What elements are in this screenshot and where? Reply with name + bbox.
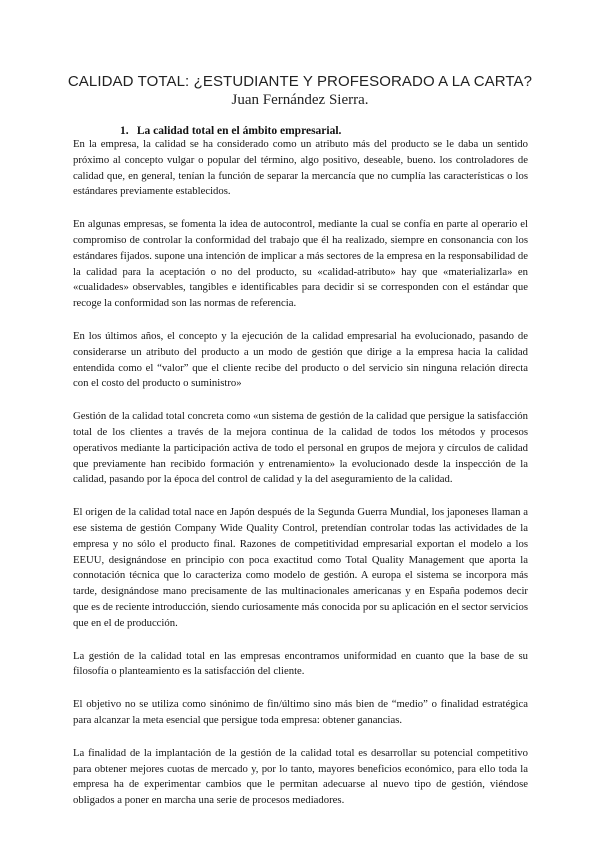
- paragraph-8: La finalidad de la implantación de la gestión de la calidad total es desarrollar su potencial competitivo para obtener mejores cuotas de mercado y, por lo tanto, mayores beneficios económico, para ello toda la empresa ha de experimentar cambios que le permitan adecuarse al nuevo tipo de gestión, viéndose obligados a poner en marcha una serie de procesos mediadores.: [73, 746, 528, 807]
- section-heading-text: La calidad total en el ámbito empresarial.: [136, 125, 342, 137]
- paragraph-5: El origen de la calidad total nace en Japón después de la Segunda Guerra Mundial, los japoneses llaman a ese sistema de gestión Company Wide Quality Control, pretendían controlar todas las actividades de la empresa y no sólo el producto final. Razones de competitividad empresarial exportan el modelo a los EEUU, designándose en principio con poca exactitud como Total Quality Management que aporta la connotación técnica que lo caracteriza como modelo de gestión. A europa el sistema se incorpora más tarde, designándose mano precisamente de las multinacionales americanas y en España podemos decir que es de reciente introducción, siendo curiosamente más conocida por su aplicación en el sector servicios que en el de producción.: [73, 506, 528, 629]
- paragraph-2: En algunas empresas, se fomenta la idea de autocontrol, mediante la cual se confía en parte al operario el compromiso de controlar la conformidad del trabajo que él ha realizado, siempre en consonancia con los estándares fijados. supone una intención de implicar a más sectores de la empresa en la responsabilidad de la calidad para la aceptación o no del producto, su «calidad-atributo» hay que «materializarla» en «cualidades» observables, tangibles e identificables para decidir si se corresponden con el estándar que recoge la conformidad son las normas de referencia.: [73, 218, 528, 310]
- paragraph-1: En la empresa, la calidad se ha considerado como un atributo más del producto se le daba un sentido próximo al concepto vulgar o popular del término, algo positivo, deseable, bueno. los controladores de calidad que, en general, tenían la función de separar la mercancía que no cumplía las características o los estándares previamente establecidos.: [73, 138, 528, 198]
- paragraph-3: En los últimos años, el concepto y la ejecución de la calidad empresarial ha evolucionado, pasando de considerarse un atributo del producto a un modo de gestión que dirige a la empresa hacia la calidad entendida como el “valor” que el cliente recibe del producto o del servicio sin ninguna relación directa con el costo del producto o suministro»: [73, 329, 528, 390]
- document-author: Juan Fernández Sierra.: [231, 92, 369, 108]
- section-heading: [120, 124, 341, 138]
- paragraph-6: La gestión de la calidad total en las empresas encontramos uniformidad en cuanto que la base de su filosofía o planteamiento es la satisfacción del cliente.: [73, 649, 528, 678]
- document-title: CALIDAD TOTAL: ¿ESTUDIANTE Y PROFESORADO A LA CARTA?: [67, 73, 533, 90]
- section-number: 1.: [120, 125, 129, 137]
- paragraph-7: El objetivo no se utiliza como sinónimo de fin/último sino más bien de “medio” o finalidad estratégica para alcanzar la meta esencial que persigue toda empresa: obtener ganancias.: [73, 698, 528, 726]
- body-text: [73, 137, 528, 826]
- paragraph-4: Gestión de la calidad total concreta como «un sistema de gestión de la calidad que persigue la satisfacción total de los clientes a través de la mejora continua de la calidad de todos los métodos y procesos operativos mediante la participación activa de todo el personal en grupos de mejora y círculos de calidad que previamente han recibido formación y entrenamiento» la evolucionado desde la inspección de la calidad, pasando por la época del control de calidad y la del aseguramiento de la calidad.: [73, 410, 528, 486]
